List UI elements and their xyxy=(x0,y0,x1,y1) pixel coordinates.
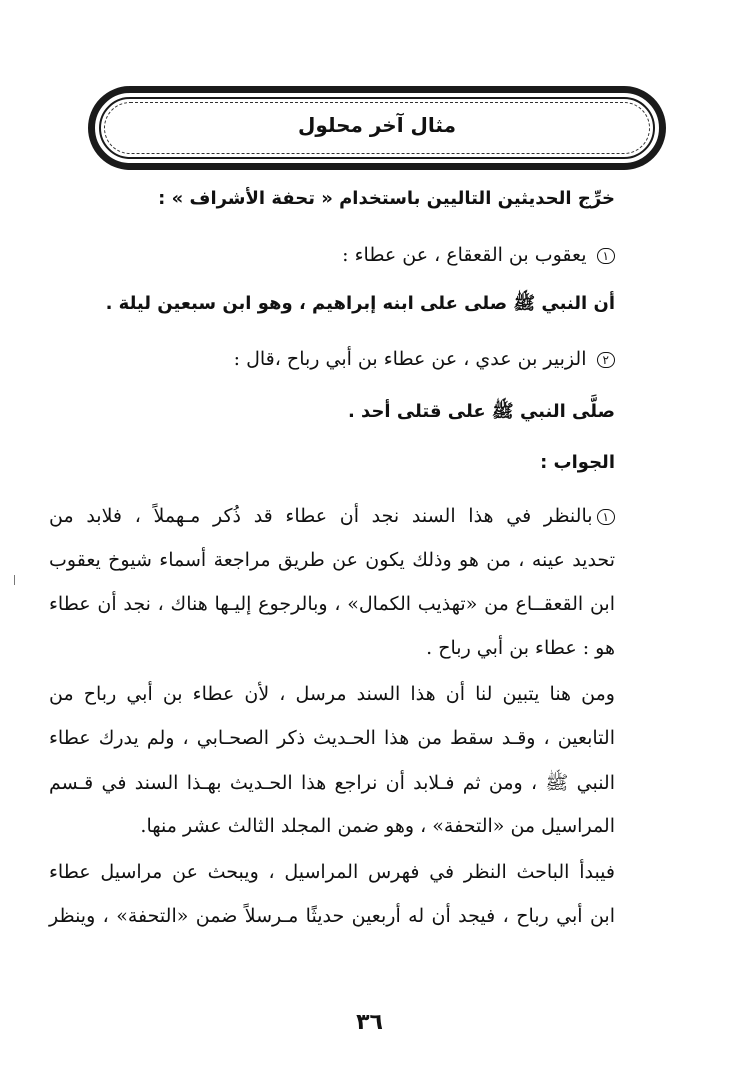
answer-line-2: تحديد عينه ، من هو وذلك يكون عن طريق مراجعة أسماء شيوخ يعقوب xyxy=(49,549,615,571)
title-frame xyxy=(88,86,666,170)
section-title: مثال آخر محلول xyxy=(298,113,456,137)
scan-mark xyxy=(14,575,15,585)
item-1-hadith-text: أن النبي ﷺ صلى على ابنه إبراهيم ، وهو ابن سبعين ليلة . xyxy=(105,293,615,314)
item-1-chain-line xyxy=(342,244,615,266)
item-1-number-badge: ١ xyxy=(597,248,615,264)
answer-label: الجواب : xyxy=(540,452,615,473)
item-2-chain-line xyxy=(234,348,615,370)
paragraph-2-line-4: المراسيل من «التحفة» ، وهو ضمن المجلد الثالث عشر منها. xyxy=(140,815,615,837)
page-number: ٣٦ xyxy=(356,1010,383,1035)
answer-line-4: هو : عطاء بن أبي رباح . xyxy=(426,637,615,659)
paragraph-2-line-1: ومن هنا يتبين لنا أن هذا السند مرسل ، لأن عطاء بن أبي رباح من xyxy=(49,683,615,705)
answer-line-3: ابن القعقــاع من «تهذيب الكمال» ، وبالرجوع إليـها هناك ، نجد أن عطاء xyxy=(49,593,615,615)
paragraph-3-line-1: فيبدأ الباحث النظر في فهرس المراسيل ، ويبحث عن مراسيل عطاء xyxy=(49,861,615,883)
item-2-number-badge: ٢ xyxy=(597,352,615,368)
paragraph-2-line-2: التابعين ، وقـد سقط من هذا الحـديث ذكر الصحـابي ، ولم يدرك عطاء xyxy=(49,727,615,749)
exercise-prompt: خرِّج الحديثين التاليين باستخدام « تحفة الأشراف » : xyxy=(158,188,615,209)
answer-number-badge: ١ xyxy=(597,509,615,525)
paragraph-2-line-3: النبي ﷺ ، ومن ثم فـلابد أن نراجع هذا الحـديث بهـذا السند في قـسم xyxy=(49,772,615,794)
item-1-chain: يعقوب بن القعقاع ، عن عطاء : xyxy=(342,244,587,266)
item-2-chain: الزبير بن عدي ، عن عطاء بن أبي رباح ،قال : xyxy=(233,348,587,370)
answer-line-1 xyxy=(49,505,615,527)
paragraph-3-line-2: ابن أبي رباح ، فيجد أن له أربعين حديثًا مـرسلاً ضمن «التحفة» ، وينظر xyxy=(49,905,615,927)
item-2-hadith-text: صلَّى النبي ﷺ على قتلى أحد . xyxy=(347,401,615,422)
answer-line-1-text: بالنظر في هذا السند نجد أن عطاء قد ذُكر مـهملاً ، فلابد من xyxy=(49,505,593,527)
